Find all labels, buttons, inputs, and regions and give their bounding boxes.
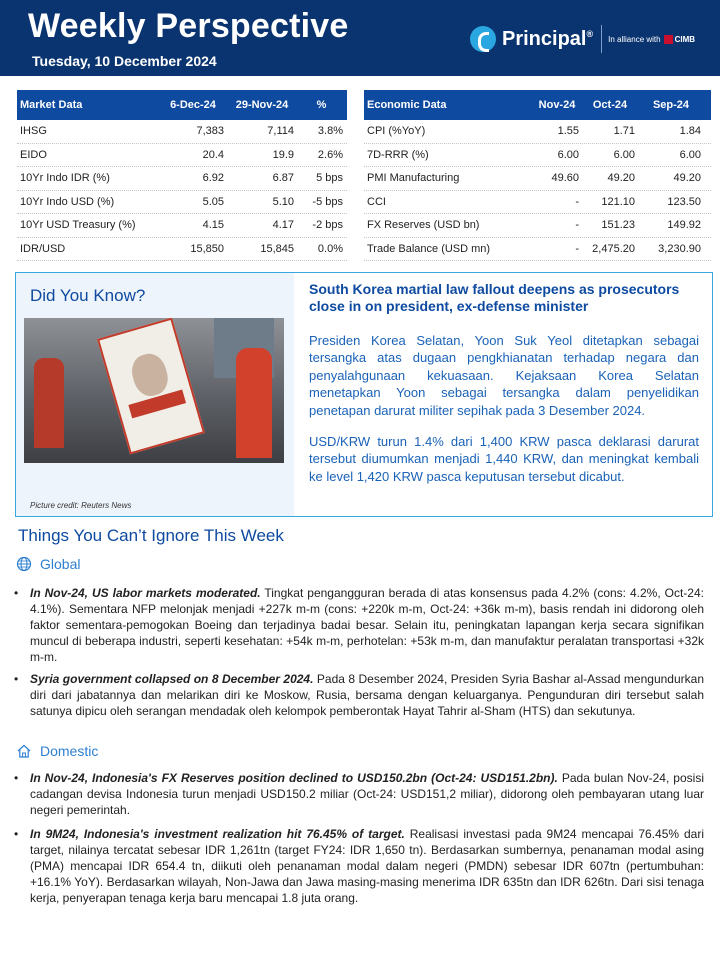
domestic-subheading <box>16 743 98 759</box>
bullet-icon: • <box>14 586 19 600</box>
table-row <box>17 167 347 191</box>
row-label: IDR/USD <box>20 242 66 255</box>
list-item-body: Tingkat pengangguran berada di atas konsensus pada 4.2% (cons: 4.2%, Oct-24: 4.1%). Sementara NFP melonjak menjadi +227k m-m (cons: +220k m-m, Oct-24: +36k m-m), basis rendah ini didorong oleh faktor sementara-pemogokan Boeing dan terjadinya badai besar. Selain itu, peningkatan lapangan kerja secara signifikan muncul di beberapa industri, seperti kesehatan: +54k m-m, perhotelan: +53k m-m, dan manufaktur peralatan transportasi +32k m-m. <box>30 586 704 664</box>
table-row <box>17 120 347 144</box>
list-item-text <box>30 826 704 906</box>
table-row <box>364 144 711 168</box>
table-row <box>17 144 347 168</box>
did-you-know-box <box>15 272 713 517</box>
list-item-lead: In 9M24, Indonesia's investment realization hit 76.45% of target. <box>30 827 405 841</box>
table-cell: 5.10 <box>272 195 294 208</box>
table-cell: 4.17 <box>272 219 294 232</box>
publication-date: Tuesday, 10 December 2024 <box>32 53 217 69</box>
table-cell: 4.15 <box>202 219 224 232</box>
table-cell: 5.05 <box>202 195 224 208</box>
principal-logo-icon <box>470 26 496 52</box>
globe-icon <box>16 556 32 572</box>
news-photo <box>24 318 284 463</box>
table-header <box>17 90 347 120</box>
table-cell: 6.92 <box>202 172 224 185</box>
table-cell: - <box>575 242 579 255</box>
table-cell: 15,850 <box>190 242 224 255</box>
table-row <box>17 214 347 238</box>
photo-protester <box>236 348 272 458</box>
table-cell: 15,845 <box>260 242 294 255</box>
column-header: % <box>316 99 327 111</box>
table-cell: - <box>575 195 579 208</box>
table-cell: 0.0% <box>317 242 343 255</box>
table-cell: 149.92 <box>667 219 701 232</box>
list-item-lead: In Nov-24, Indonesia's FX Reserves position declined to USD150.2bn (Oct-24: USD151.2bn). <box>30 771 558 785</box>
global-label: Global <box>40 556 81 572</box>
row-label: IHSG <box>20 125 47 138</box>
list-item-text <box>30 585 704 665</box>
logo-name: Principal <box>502 27 587 50</box>
list-item <box>14 826 704 906</box>
column-header: Nov-24 <box>538 99 576 111</box>
table-cell: 3.8% <box>317 125 343 138</box>
table-cell: 7,114 <box>267 125 294 138</box>
table-cell: 1.84 <box>679 125 701 138</box>
column-header: Economic Data <box>367 99 447 111</box>
table-cell: 6.87 <box>272 172 294 185</box>
global-subheading <box>16 556 80 572</box>
table-cell: -5 bps <box>312 195 343 208</box>
list-item-body: Realisasi investasi pada 9M24 mencapai 76.45% dari target, nilainya tercatat sebesar IDR 1,261tn (target FY24: IDR 1,650 tn). Berdasarkan sumbernya, penanaman modal asing (PMA) mencapai IDR 654.4 tn, diikuti oleh penanaman modal dalam negeri (PMDN) sebesar IDR 607tn (pertumbuhan: +16.1% YoY). Berdasarkan wilayah, Non-Jawa dan Jawa masing-masing menerima IDR 635tn dan IDR 626tn. Dari sisi tenaga kerja, penyerapan tenaga kerja baru mencapai 1.8 juta orang. <box>30 827 704 905</box>
column-header: Oct-24 <box>592 99 628 111</box>
list-item-body: Pada 8 Desember 2024, Presiden Syria Bashar al-Assad mengundurkan diri dari jabatannya dan melarikan diri ke Moskow, Rusia, bersama dengan keluarganya. Pengunduran diri tersebut salah satunya dipicu oleh serangan mendadak oleh kelompok pemberontak Hayat Tahrir al-Sham (HTS) dan sekutunya. <box>30 672 704 718</box>
row-label: CPI (%YoY) <box>367 125 426 138</box>
table-cell: 5 bps <box>316 172 343 185</box>
news-paragraph: Presiden Korea Selatan, Yoon Suk Yeol ditetapkan sebagai tersangka atas dugaan pengkhianatan terhadap negara dan penyalahgunaan kekuasaan. Kejaksaan Korea Selatan menetapkan Yoon sebagai tersangka dalam penyelidikan penetapan darurat militer sepihak pada 3 Desember 2024. <box>309 333 699 418</box>
row-label: 10Yr USD Treasury (%) <box>20 219 136 232</box>
column-header: Market Data <box>20 99 83 111</box>
row-label: FX Reserves (USD bn) <box>367 219 480 232</box>
row-label: EIDO <box>20 148 47 161</box>
table-cell: 123.50 <box>667 195 701 208</box>
row-label: PMI Manufacturing <box>367 172 460 185</box>
alliance-brand: CIMB <box>674 34 696 44</box>
table-header <box>364 90 711 120</box>
table-cell: 6.00 <box>557 148 579 161</box>
home-icon <box>16 743 32 759</box>
table-row <box>364 214 711 238</box>
table-cell: -2 bps <box>312 219 343 232</box>
table-cell: 1.55 <box>557 125 579 138</box>
table-row <box>364 191 711 215</box>
table-cell: 49.20 <box>607 172 635 185</box>
economic-data-table <box>364 90 711 261</box>
domestic-label: Domestic <box>40 743 99 759</box>
news-headline: South Korea martial law fallout deepens as prosecutors close in on president, ex-defense minister <box>309 281 680 314</box>
list-item <box>14 585 704 665</box>
list-item <box>14 671 704 719</box>
table-row <box>17 238 347 262</box>
table-cell: 49.60 <box>551 172 579 185</box>
table-cell: - <box>575 219 579 232</box>
column-header: Sep-24 <box>652 99 690 111</box>
table-cell: 49.20 <box>673 172 701 185</box>
protest-sign <box>97 318 205 454</box>
alliance-text: In alliance with <box>608 34 661 44</box>
bullet-icon: • <box>14 771 19 785</box>
table-cell: 121.10 <box>601 195 635 208</box>
row-label: 7D-RRR (%) <box>367 148 429 161</box>
photo-credit: Picture credit: Reuters News <box>30 501 132 510</box>
row-label: 10Yr Indo IDR (%) <box>20 172 110 185</box>
page-title: Weekly Perspective <box>28 7 349 45</box>
list-item-text <box>30 671 704 719</box>
table-cell: 151.23 <box>601 219 635 232</box>
table-cell: 19.9 <box>272 148 294 161</box>
table-cell: 2.6% <box>317 148 343 161</box>
did-you-know-title: Did You Know? <box>30 286 146 305</box>
table-cell: 6.00 <box>679 148 701 161</box>
table-row <box>364 238 711 262</box>
logo-divider <box>601 25 602 53</box>
bullet-icon: • <box>14 827 19 841</box>
table-cell: 20.4 <box>202 148 224 161</box>
section-title: Things You Can’t Ignore This Week <box>18 526 284 545</box>
list-item-text <box>30 770 704 818</box>
table-cell: 6.00 <box>613 148 635 161</box>
protest-sign-portrait <box>128 350 172 400</box>
news-paragraph: USD/KRW turun 1.4% dari 1,400 KRW pasca deklarasi darurat tersebut diumumkan menjadi 1,440 KRW, dan meningkat kembali ke level 1,420 KRW pasca keputusan tersebut dicabut. <box>309 434 699 484</box>
row-label: 10Yr Indo USD (%) <box>20 195 115 208</box>
photo-protester <box>34 358 64 448</box>
list-item-body: Pada bulan Nov-24, posisi cadangan devisa Indonesia turun menjadi USD150.2 miliar (Oct-24: USD151,2 miliar), didorong oleh pembayaran utang luar negeri pemerintah. <box>30 771 704 817</box>
table-cell: 7,383 <box>196 125 224 138</box>
cimb-logo-icon <box>664 35 673 44</box>
header-banner <box>0 0 720 76</box>
table-row <box>17 191 347 215</box>
did-you-know-sidebar <box>16 273 294 516</box>
table-cell: 3,230.90 <box>658 242 701 255</box>
column-header: 29-Nov-24 <box>235 99 289 111</box>
row-label: Trade Balance (USD mn) <box>367 242 491 255</box>
list-item-lead: In Nov-24, US labor markets moderated. <box>30 586 261 600</box>
list-item-lead: Syria government collapsed on 8 December 2024. <box>30 672 314 686</box>
table-cell: 1.71 <box>613 125 635 138</box>
list-item <box>14 770 704 818</box>
bullet-icon: • <box>14 672 19 686</box>
principal-logo <box>470 22 695 56</box>
table-cell: 2,475.20 <box>592 242 635 255</box>
table-row <box>364 167 711 191</box>
column-header: 6-Dec-24 <box>170 99 216 111</box>
market-data-table <box>17 90 347 261</box>
table-row <box>364 120 711 144</box>
logo-registered-mark: ® <box>586 29 594 39</box>
row-label: CCI <box>367 195 386 208</box>
